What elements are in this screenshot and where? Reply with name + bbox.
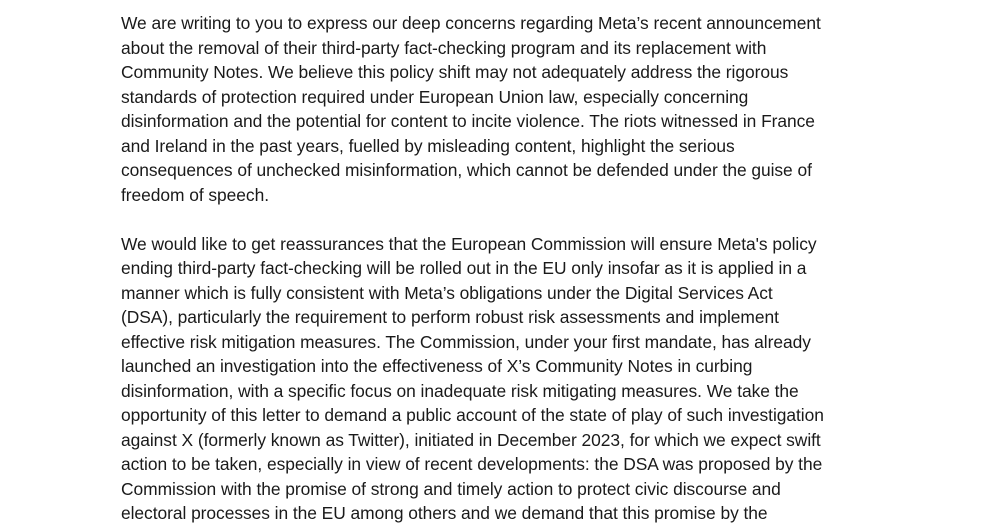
text-line: standards of protection required under European Union law, especially concerning: [121, 86, 749, 107]
text-line: action to be taken, especially in view of recent developments: the DSA was proposed by the: [121, 454, 823, 474]
text-line: ending third-party fact-checking will be rolled out in the EU only insofar as it is applied in a: [121, 258, 807, 278]
text-line: launched an investigation into the effectiveness of X’s Community Notes in curbing: [121, 356, 753, 376]
text-line: and Ireland in the past years, fuelled by misleading content, highlight the serious: [121, 135, 735, 156]
text-line: Community Notes. We believe this policy shift may not adequately address the rigorous: [121, 62, 789, 82]
letter-body: [121, 11, 881, 525]
text-line: We would like to get reassurances that the European Commission will ensure Meta's policy: [121, 233, 817, 254]
text-line: effective risk mitigation measures. The Commission, under your first mandate, has already: [121, 331, 811, 352]
text-line: consequences of unchecked misinformation, which cannot be defended under the guise of: [121, 160, 812, 180]
text-line: against X (formerly known as Twitter), initiated in December 2023, for which we expect swift: [121, 429, 821, 450]
text-line: about the removal of their third-party fact-checking program and its replacement with: [121, 37, 767, 58]
text-line: disinformation, with a specific focus on inadequate risk mitigating measures. We take the: [121, 380, 799, 401]
text-line: disinformation and the potential for content to incite violence. The riots witnessed in France: [121, 111, 815, 131]
paragraph-reassurances: [121, 232, 881, 525]
text-line: manner which is fully consistent with Meta’s obligations under the Digital Services Act: [121, 282, 773, 303]
text-line: (DSA), particularly the requirement to perform robust risk assessments and implement: [121, 307, 779, 327]
paragraph-spacer: [121, 207, 881, 232]
text-line: freedom of speech.: [121, 184, 269, 205]
text-line: electoral processes in the EU among others and we demand that this promise by the: [121, 503, 768, 523]
text-line: We are writing to you to express our deep concerns regarding Meta’s recent announcement: [121, 13, 821, 33]
paragraph-concerns: [121, 11, 881, 207]
text-line: opportunity of this letter to demand a public account of the state of play of such investigation: [121, 405, 824, 425]
text-line: Commission with the promise of strong and timely action to protect civic discourse and: [121, 478, 781, 499]
